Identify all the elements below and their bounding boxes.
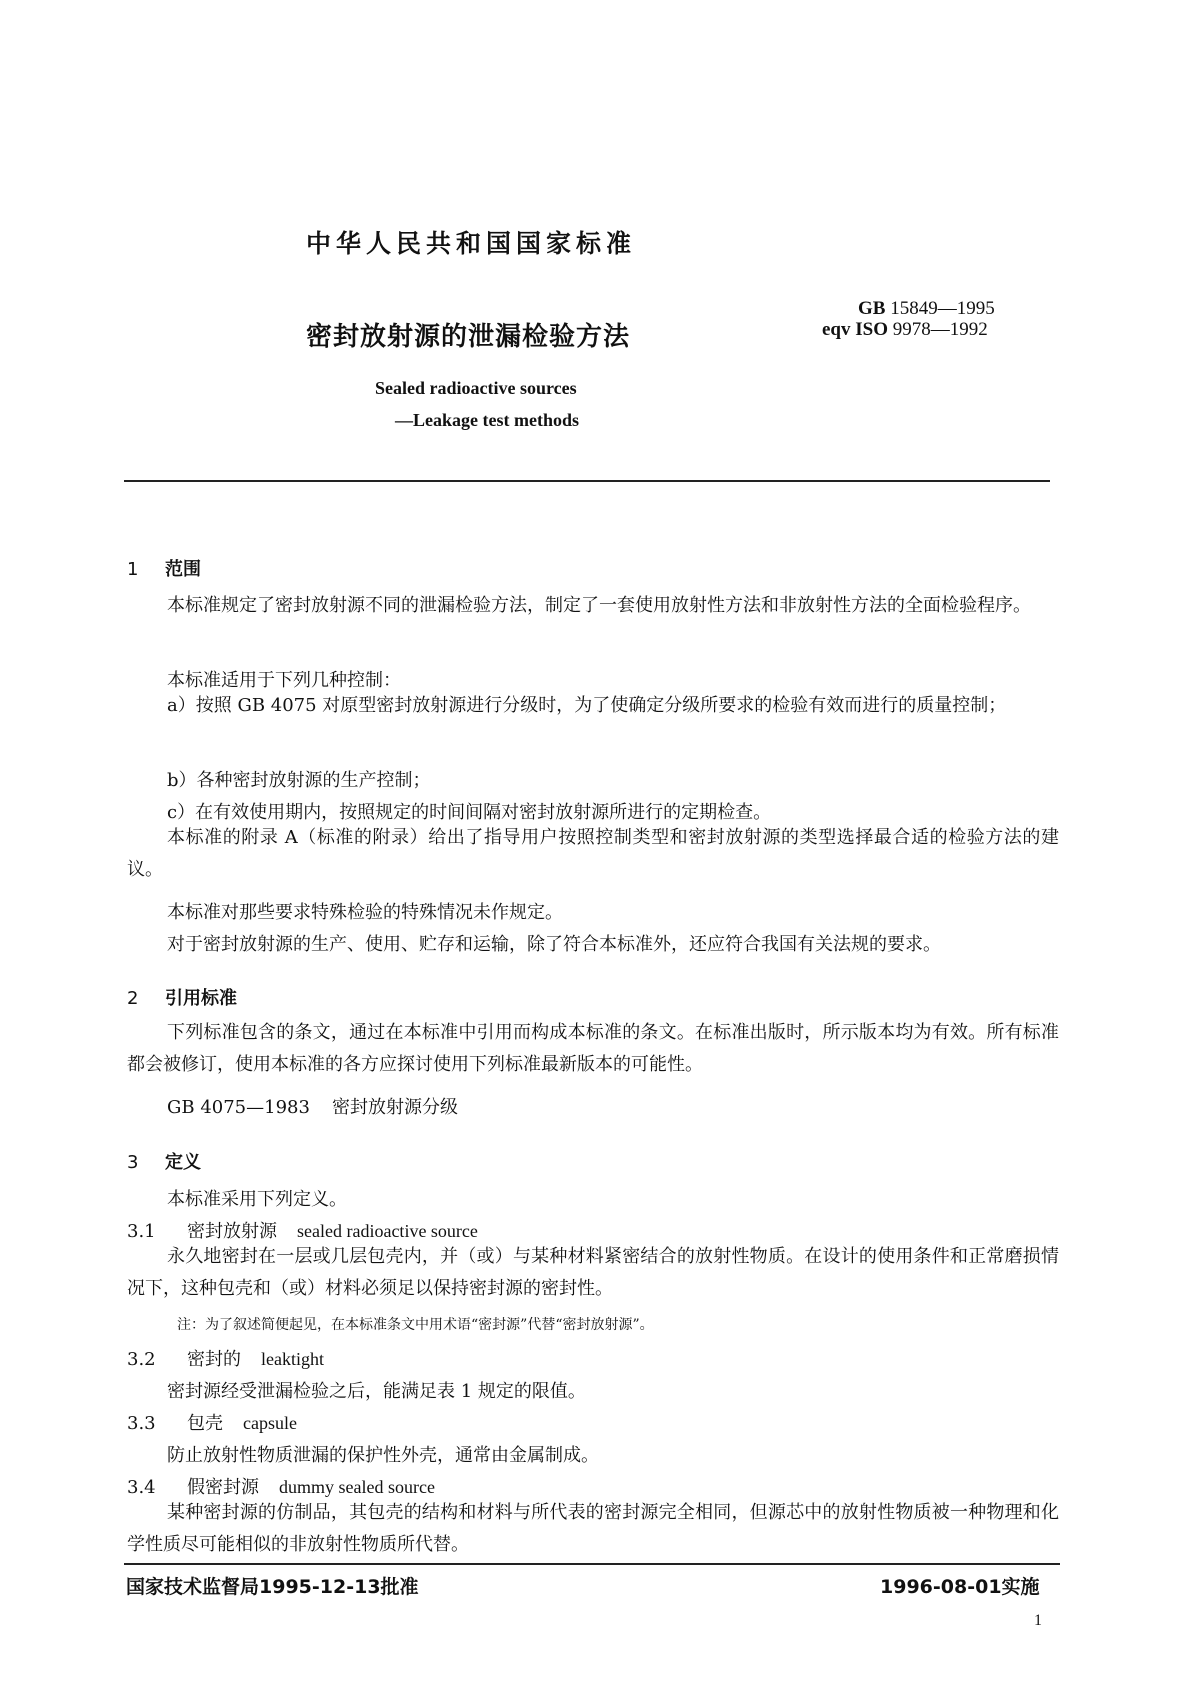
gb-code-line — [822, 298, 995, 319]
definition-number: 3.1 — [127, 1221, 156, 1242]
effective-date: 1996-08-01实施 — [880, 1576, 1040, 1598]
definition-3-4-heading — [127, 1473, 435, 1499]
section-1-special-cases: 本标准对那些要求特殊检验的特殊情况未作规定。 — [167, 902, 563, 923]
reference-code: GB 4075—1983 — [167, 1097, 310, 1118]
reference-title: 密封放射源分级 — [331, 1097, 458, 1118]
definition-3-2-text: 密封源经受泄漏检验之后，能满足表 1 规定的限值。 — [167, 1381, 586, 1402]
section-title: 引用标准 — [165, 988, 237, 1009]
definition-number: 3.2 — [127, 1349, 156, 1370]
definition-term: 密封放射源 — [187, 1221, 277, 1242]
section-title: 定义 — [165, 1152, 201, 1173]
english-title — [375, 372, 579, 436]
definition-term-en: sealed radioactive source — [297, 1221, 478, 1241]
eqv-prefix: eqv ISO — [822, 319, 888, 340]
section-number: 1 — [127, 559, 139, 580]
list-item-c: c）在有效使用期内，按照规定的时间间隔对密封放射源所进行的定期检查。 — [167, 802, 772, 823]
reference-entry — [167, 1093, 458, 1119]
section-1-regulations: 对于密封放射源的生产、使用、贮存和运输，除了符合本标准外，还应符合我国有关法规的要求。 — [167, 934, 941, 955]
section-1-heading — [127, 555, 201, 581]
eqv-code-line — [822, 319, 995, 340]
english-title-line1: Sealed radioactive sources — [375, 378, 577, 398]
section-3-intro: 本标准采用下列定义。 — [167, 1189, 347, 1210]
english-title-line2: —Leakage test methods — [395, 410, 579, 430]
list-item-b: b）各种密封放射源的生产控制； — [167, 770, 431, 791]
national-standard-title: 中华人民共和国国家标准 — [306, 229, 637, 258]
gb-prefix: GB — [858, 298, 886, 319]
definition-3-3-heading — [127, 1409, 297, 1435]
definition-3-1-text: 永久地密封在一层或几层包壳内，并（或）与某种材料紧密结合的放射性物质。在设计的使用条件和正常磨损情况下，这种包壳和（或）材料必须足以保持密封源的密封性。 — [127, 1246, 1059, 1299]
definition-3-2-heading — [127, 1345, 324, 1371]
definition-number: 3.3 — [127, 1413, 156, 1434]
list-item-a: a）按照 GB 4075 对原型密封放射源进行分级时，为了使确定分级所要求的检验有效而进行的质量控制； — [167, 695, 1007, 716]
definition-3-1-heading — [127, 1217, 478, 1243]
section-title: 范围 — [165, 559, 201, 580]
eqv-code: 9978—1992 — [892, 319, 988, 340]
section-2-paragraph: 下列标准包含的条文，通过在本标准中引用而构成本标准的条文。在标准出版时，所示版本均为有效。所有标准都会被修订，使用本标准的各方应探讨使用下列标准最新版本的可能性。 — [127, 1022, 1059, 1075]
definition-term: 包壳 — [187, 1413, 223, 1434]
approval-date: 国家技术监督局1995-12-13批准 — [126, 1576, 419, 1598]
definition-number: 3.4 — [127, 1477, 156, 1498]
page-number: 1 — [1034, 1612, 1042, 1629]
definition-term-en: dummy sealed source — [279, 1477, 435, 1497]
section-1-paragraph: 本标准规定了密封放射源不同的泄漏检验方法，制定了一套使用放射性方法和非放射性方法的全面检验程序。 — [167, 595, 1031, 616]
standard-code-block — [822, 298, 995, 340]
footer-divider — [124, 1563, 1060, 1565]
definition-3-4-text: 某种密封源的仿制品，其包壳的结构和材料与所代表的密封源完全相同，但源芯中的放射性物质被一种物理和化学性质尽可能相似的非放射性物质所代替。 — [127, 1502, 1059, 1555]
section-2-heading — [127, 984, 237, 1010]
header-divider — [124, 480, 1050, 482]
section-number: 2 — [127, 988, 139, 1009]
section-1-annex-note: 本标准的附录 A（标准的附录）给出了指导用户按照控制类型和密封放射源的类型选择最合适的检验方法的建议。 — [127, 827, 1059, 880]
gb-code: 15849—1995 — [890, 298, 995, 319]
document-title: 密封放射源的泄漏检验方法 — [306, 322, 631, 352]
definition-term: 假密封源 — [187, 1477, 259, 1498]
section-1-scope-intro: 本标准适用于下列几种控制： — [167, 670, 401, 691]
section-number: 3 — [127, 1152, 139, 1173]
definition-term: 密封的 — [187, 1349, 241, 1370]
section-3-heading — [127, 1148, 201, 1174]
definition-3-3-text: 防止放射性物质泄漏的保护性外壳，通常由金属制成。 — [167, 1445, 599, 1466]
definition-3-1-note: 注：为了叙述简便起见，在本标准条文中用术语“密封源”代替“密封放射源”。 — [177, 1317, 654, 1333]
definition-term-en: capsule — [243, 1413, 297, 1433]
definition-term-en: leaktight — [261, 1349, 324, 1369]
